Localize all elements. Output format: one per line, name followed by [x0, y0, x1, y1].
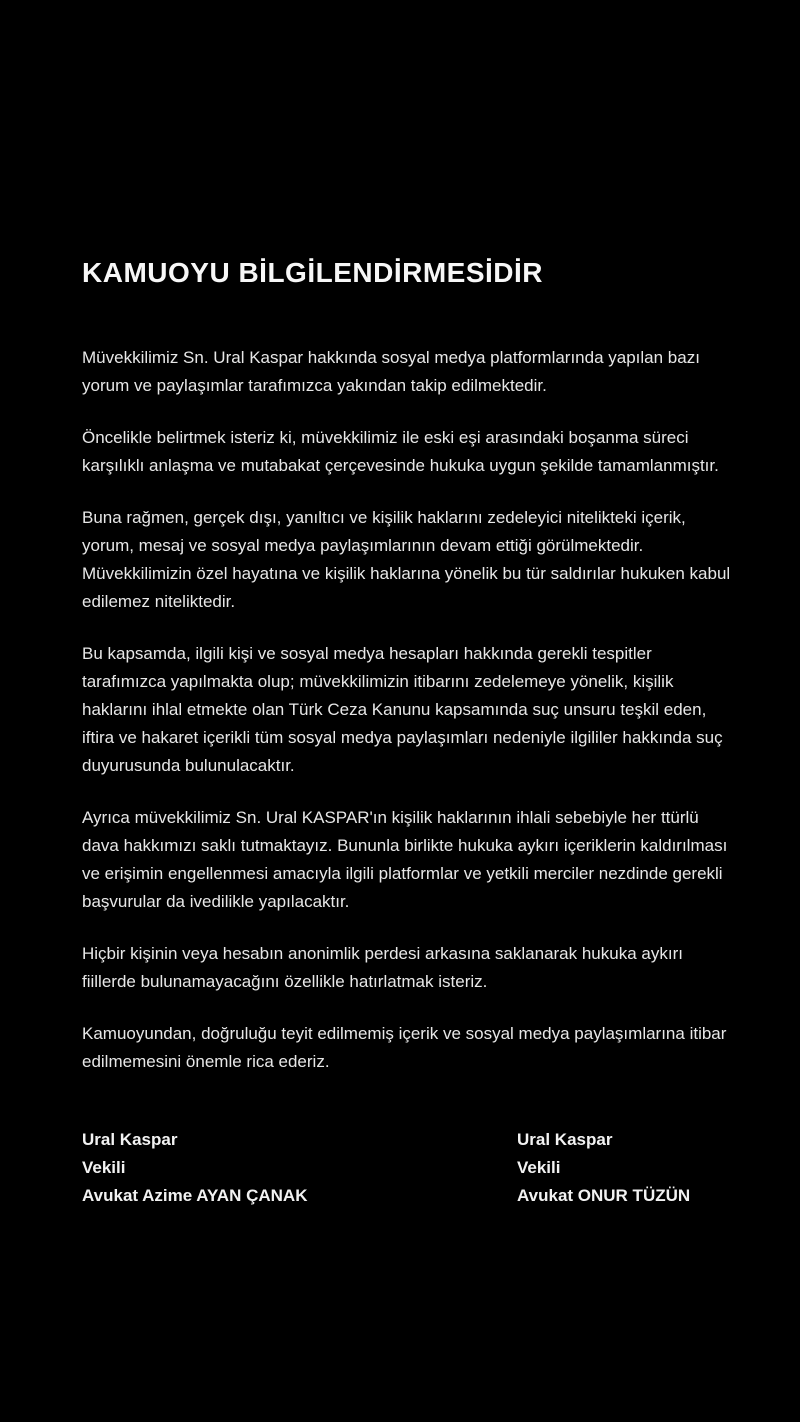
signature-block-right [517, 1126, 738, 1210]
statement-paragraph-3: Buna rağmen, gerçek dışı, yanıltıcı ve kişilik haklarını zedeleyici nitelikteki içerik, yorum, mesaj ve sosyal medya paylaşımlarının devam ettiği görülmektedir. Müvekkilimizin özel hayatına ve kişilik haklarına yönelik bu tür saldırılar hukuken kabul edilemez niteliktedir. [82, 507, 731, 611]
signature-client-name: Ural Kaspar [517, 1129, 613, 1149]
signature-role: Vekili [517, 1157, 561, 1177]
signature-row [82, 1126, 738, 1210]
signature-attorney-name: Avukat ONUR TÜZÜN [517, 1185, 691, 1205]
statement-paragraph-4: Bu kapsamda, ilgili kişi ve sosyal medya hesapları hakkında gerekli tespitler tarafımızca yapılmakta olup; müvekkilimizin itibarını zedelemeye yönelik, kişilik haklarını ihlal etmekte olan Türk Ceza Kanunu kapsamında suç unsuru teşkil eden, iftira ve hakaret içerikli tüm sosyal medya paylaşımları nedeniyle ilgililer hakkında suç duyurusunda bulunulacaktır. [82, 643, 723, 775]
statement-title: KAMUOYU BİLGİLENDİRMESİDİR [82, 257, 543, 288]
statement-paragraph-7: Kamuoyundan, doğruluğu teyit edilmemiş içerik ve sosyal medya paylaşımlarına itibar edilmemesini önemle rica ederiz. [82, 1023, 727, 1071]
signature-client-name: Ural Kaspar [82, 1129, 178, 1149]
statement-paragraph-1: Müvekkilimiz Sn. Ural Kaspar hakkında sosyal medya platformlarında yapılan bazı yorum ve paylaşımlar tarafımızca yakından takip edilmektedir. [82, 347, 700, 395]
statement-paragraph-2: Öncelikle belirtmek isteriz ki, müvekkilimiz ile eski eşi arasındaki boşanma süreci karşılıklı anlaşma ve mutabakat çerçevesinde hukuka uygun şekilde tamamlanmıştır. [82, 427, 719, 475]
signature-attorney-name: Avukat Azime AYAN ÇANAK [82, 1185, 308, 1205]
statement-paragraph-5: Ayrıca müvekkilimiz Sn. Ural KASPAR'ın kişilik haklarının ihlali sebebiyle her ttürlü dava hakkımızı saklı tutmaktayız. Bununla birlikte hukuka aykırı içeriklerin kaldırılması ve erişimin engellenmesi amacıyla ilgili platformlar ve yetkili merciler nezdinde gerekli başvurular da ivedilikle yapılacaktır. [82, 807, 728, 911]
signature-block-left [82, 1126, 517, 1210]
signature-role: Vekili [82, 1157, 126, 1177]
statement-paragraph-6: Hiçbir kişinin veya hesabın anonimlik perdesi arkasına saklanarak hukuka aykırı fiillerde bulunamayacağını özellikle hatırlatmak isteriz. [82, 943, 683, 991]
